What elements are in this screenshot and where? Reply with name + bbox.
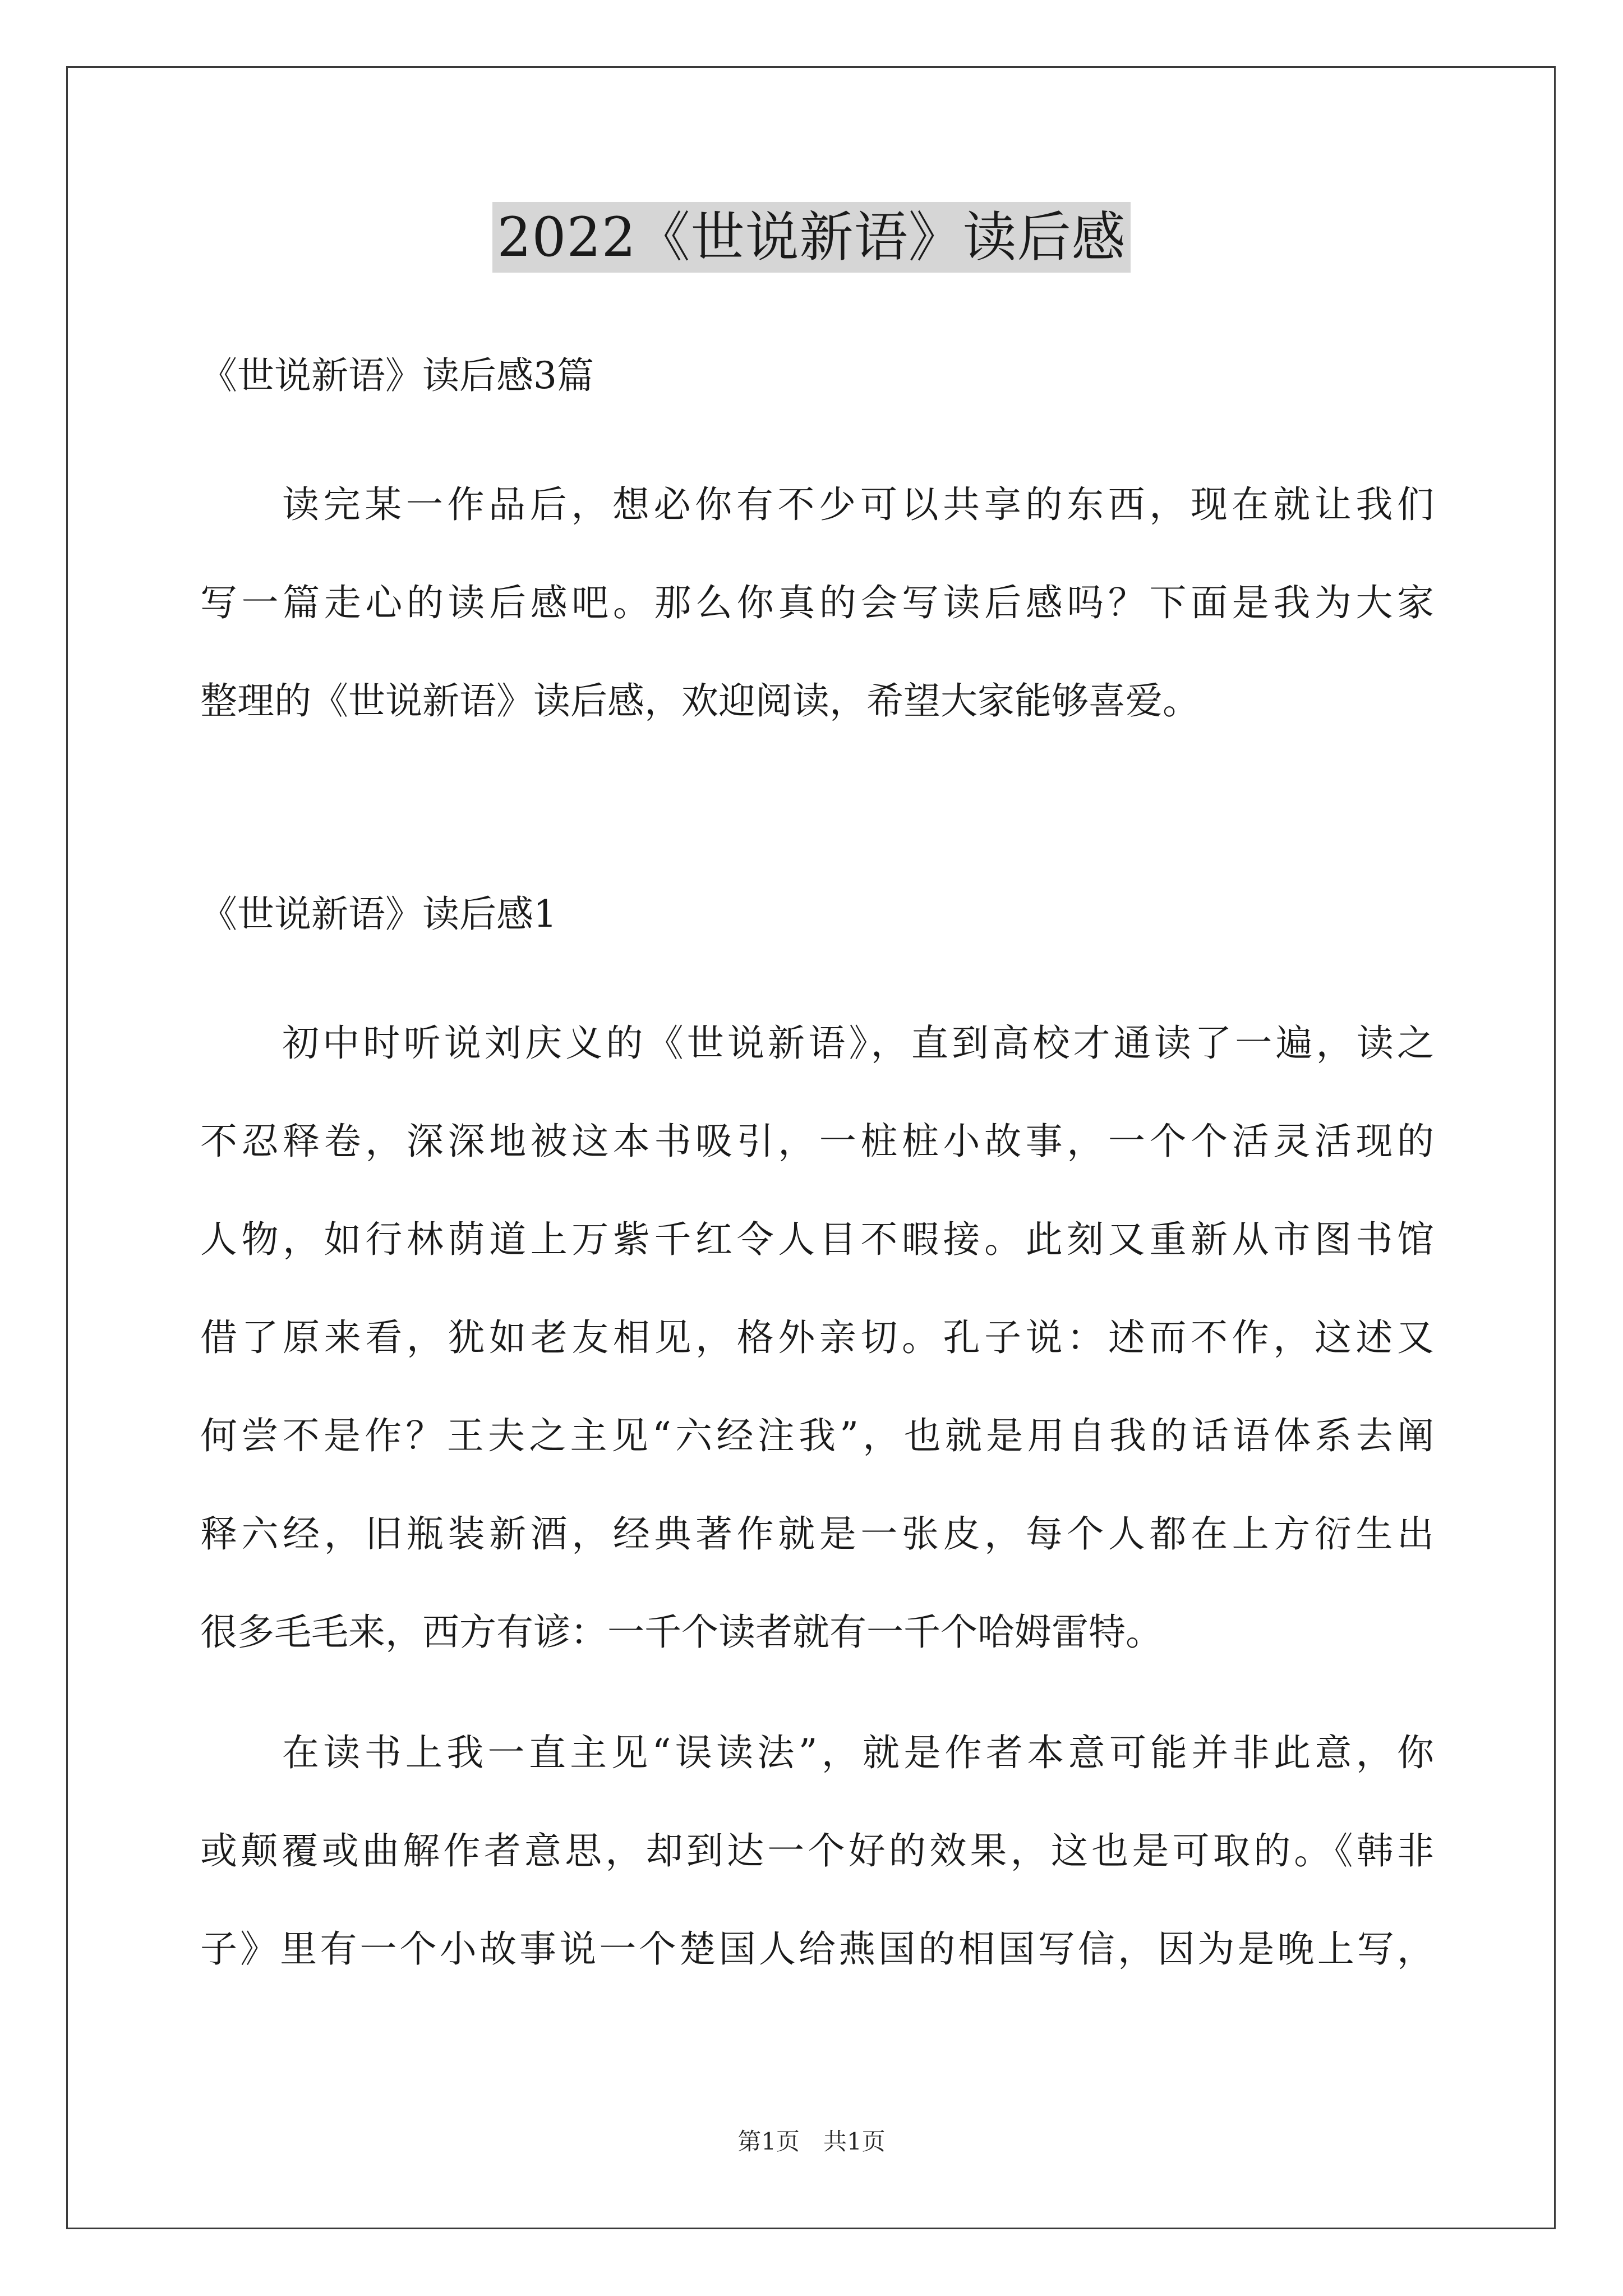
- para1-line-6: 释六经，旧瓶装新酒，经典著作就是一张皮，每个人都在上方衍生出: [200, 1512, 1434, 1556]
- intro-line-3: 整理的《世说新语》读后感，欢迎阅读，希望大家能够喜爱。: [200, 679, 1200, 723]
- section-heading: 《世说新语》读后感1: [200, 892, 557, 936]
- page-footer: 第1页 共1页: [737, 2128, 886, 2155]
- para1-line-7: 很多毛毛来，西方有谚：一千个读者就有一千个哈姆雷特。: [200, 1611, 1163, 1654]
- subtitle: 《世说新语》读后感3篇: [200, 354, 594, 397]
- para2-line-2: 或颠覆或曲解作者意思，却到达一个好的效果，这也是可取的。《韩非: [200, 1829, 1434, 1872]
- intro-line-1: 读完某一作品后，想必你有不少可以共享的东西，现在就让我们: [282, 483, 1434, 526]
- title-container: [0, 202, 1623, 273]
- intro-line-2: 写一篇走心的读后感吧。那么你真的会写读后感吗？下面是我为大家: [200, 581, 1434, 624]
- para2-line-1: 在读书上我一直主见“误读法”，就是作者本意可能并非此意，你: [282, 1731, 1434, 1774]
- para1-line-2: 不忍释卷，深深地被这本书吸引，一桩桩小故事，一个个活灵活现的: [200, 1120, 1434, 1163]
- para1-line-3: 人物，如行林荫道上万紫千红令人目不暇接。此刻又重新从市图书馆: [200, 1218, 1434, 1261]
- para1-line-5: 何尝不是作？王夫之主见“六经注我”，也就是用自我的话语体系去阐: [200, 1414, 1434, 1457]
- document-title: 2022《世说新语》读后感: [492, 202, 1130, 273]
- para1-line-4: 借了原来看，犹如老友相见，格外亲切。孔子说：述而不作，这述又: [200, 1316, 1434, 1359]
- para2-line-3: 子》里有一个小故事说一个楚国人给燕国的相国写信，因为是晚上写，: [200, 1927, 1434, 1971]
- para1-line-1: 初中时听说刘庆义的《世说新语》，直到高校才通读了一遍，读之: [282, 1022, 1434, 1065]
